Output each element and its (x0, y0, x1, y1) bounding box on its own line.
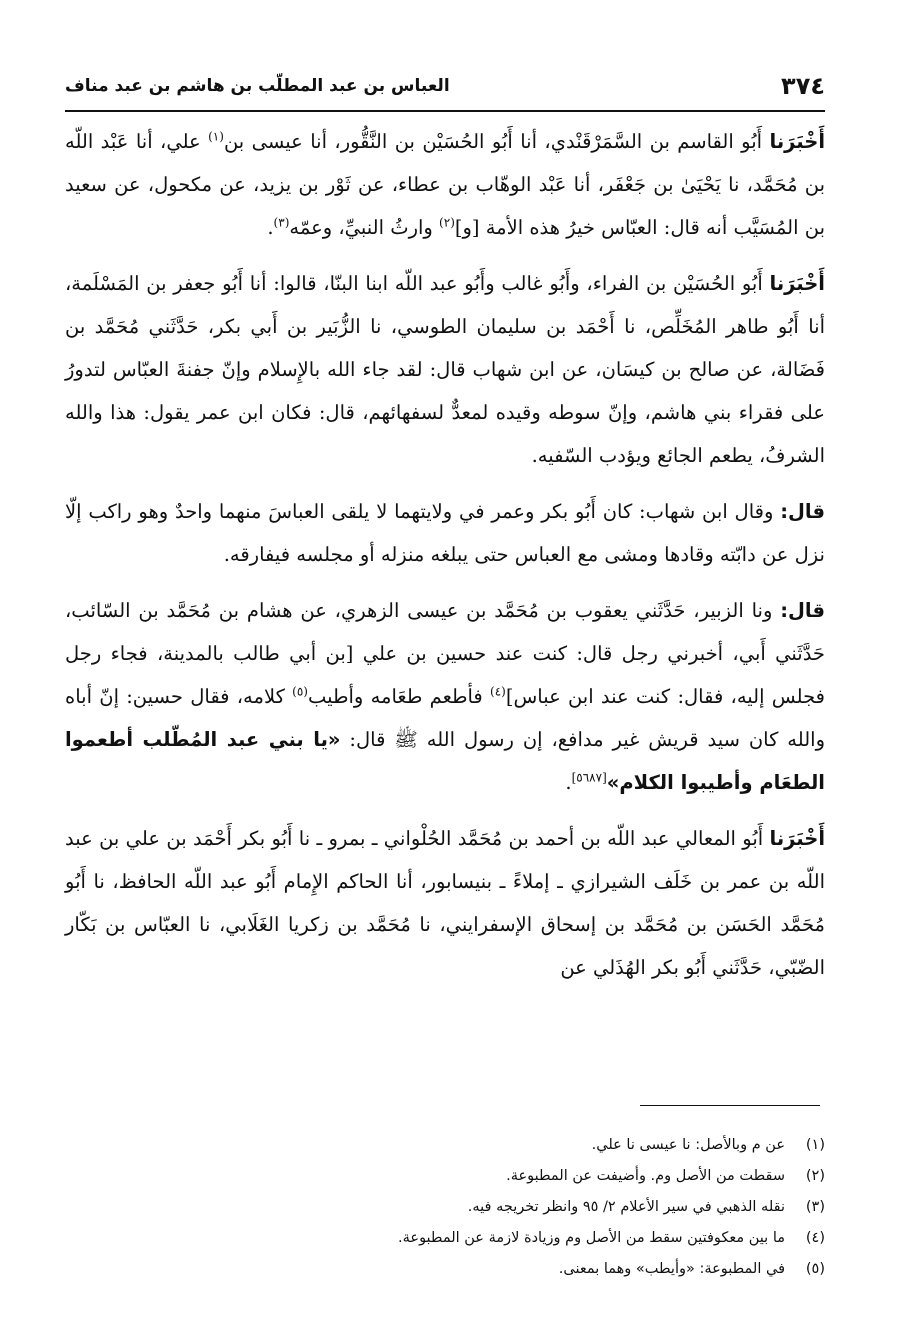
paragraph-5 (65, 817, 825, 989)
paragraph-text: أَبُو الحُسَيْن بن الفراء، وأَبُو غالب وأَبُو عبد اللّه ابنا البنّا، قالوا: أنا أَبُو جعفر بن المَسْلَمة، أنا أَبُو طاهر المُخَلِّص، نا أَحْمَد بن سليمان الطوسي، نا الزُّبَير بن أَبي بكر، حَدَّثَني مُحَمَّد بن فَضَالة، عن صالح بن كيسَان، عن ابن شهاب قال: لقد جاء الله بالإِسلام وإنّ جفنةَ العبّاس لتدورُ على فقراء بني هاشم، وإنّ سوطه وقيده لمعدٌّ لسفهائهم، قال: فكان ابن عمر يقول: هذا والله الشرفُ، يطعم الجائع ويؤدب السّفيه. (65, 272, 825, 467)
paragraph-text: فأطعم طعَامه وأطيب (307, 685, 483, 708)
paragraph-text: وارثُ النبيِّ، وعمّه (289, 216, 433, 239)
footnote-number: (٤) (805, 1230, 825, 1246)
hadith-number: [٥٦٨٧] (571, 770, 607, 785)
header-divider (65, 110, 825, 112)
paragraph-text: أَبُو المعالي عبد اللّه بن أحمد بن مُحَمَّد الحُلْواني ـ بمرو ـ نا أَبُو بكر أَحْمَد بن علي بن عبد اللّه بن عمر بن خَلَف الشيرازي ـ إملاءً ـ بنيسابور، أنا الحاكم الإِمام أَبُو عبد اللّه الحافظ، نا أَبُو مُحَمَّد الحَسَن بن مُحَمَّد بن إسحاق الإسفرايني، نا مُحَمَّد بن زكريا الغَلَابي، نا العبّاس بن بَكّار الضّبّي، حَدَّثَني أَبُو بكر الهُذَلي عن (65, 827, 825, 979)
paragraph-3 (65, 490, 825, 576)
paragraph-text: . (267, 216, 274, 239)
footnote-number: (١) (805, 1137, 825, 1153)
footnote-item (65, 1192, 825, 1223)
footnote-number: (٣) (805, 1199, 825, 1215)
footnote-ref-2: (٢) (439, 215, 455, 230)
footnote-text: عن م وبالأصل: نا عيسى نا علي. (591, 1137, 785, 1153)
paragraph-lead: أَخْبَرَنا (769, 827, 826, 850)
paragraph-text: ونا الزبير، حَدَّثَني يعقوب بن مُحَمَّد بن عيسى الزهري، عن هشام بن مُحَمَّد بن السّائب، حَدَّثَني أَبي، أخبرني رجل قال: كنت عند حسين بن علي [بن أبي طالب بالمدينة، فجاء رجل فجلس إليه، فقال: كنت عند ابن عباس] (65, 599, 826, 708)
paragraph-text: كلامه، فقال حسين: إنّ أباه والله كان سيد قريش غير مدافع، إن رسول الله ﷺ قال: (65, 685, 825, 751)
paragraph-text: أَبُو القاسم بن السَّمَرْقَنْدي، أنا أَبُو الحُسَيْن بن النَّقُّور، أنا عيسى بن (223, 130, 763, 153)
footnote-ref-4: (٤) (490, 684, 506, 699)
paragraph-lead: قال: (780, 500, 826, 523)
footnote-number: (٥) (805, 1261, 825, 1277)
footnote-item (65, 1130, 825, 1161)
footnote-text: في المطبوعة: «وأيطب» وهما بمعنى. (558, 1261, 785, 1277)
hadith-quote: «يا بني عبد المُطّلب أطعموا الطعَام وأطيبوا الكلام» (65, 728, 825, 794)
paragraph-lead: أَخْبَرَنا (769, 272, 825, 295)
footnote-ref-1: (١) (208, 129, 224, 144)
footnotes (65, 1130, 825, 1285)
footnote-item (65, 1161, 825, 1192)
paragraph-text: وقال ابن شهاب: كان أَبُو بكر وعمر في ولايتهما لا يلقى العباسَ منهما واحدٌ وهو راكب إلّا نزل عن دابّته وقادها ومشى مع العباس حتى يبلغه منزله أو مجلسه فيفارقه. (65, 500, 825, 566)
paragraph-2 (65, 262, 825, 477)
footnote-number: (٢) (805, 1168, 825, 1184)
paragraph-text: . (565, 771, 572, 794)
paragraph-1 (65, 120, 825, 249)
paragraph-4 (65, 589, 825, 804)
footnote-text: سقطت من الأصل وم. وأضيفت عن المطبوعة. (506, 1168, 785, 1184)
main-text (65, 120, 825, 989)
footnote-divider (640, 1105, 820, 1106)
footnote-ref-5: (٥) (292, 684, 308, 699)
footnote-item (65, 1223, 825, 1254)
paragraph-lead: أَخْبَرَنا (769, 130, 826, 153)
page-header (65, 70, 825, 106)
footnote-item (65, 1254, 825, 1285)
footnote-ref-3: (٣) (273, 215, 290, 230)
footnote-text: ما بين معكوفتين سقط من الأصل وم وزيادة لازمة عن المطبوعة. (398, 1230, 785, 1246)
footnote-text: نقله الذهبي في سير الأعلام ٢/ ٩٥ وانظر تخريجه فيه. (467, 1199, 785, 1215)
paragraph-text: علي، أنا عَبْد اللّه بن مُحَمَّد، نا يَحْيَىٰ بن جَعْفَر، أنا عَبْد الوهّاب بن عطاء، عن ثَوْر بن يزيد، عن مكحول، عن سعيد بن المُسَيَّب أنه قال: العبّاس خيرُ هذه الأمة [و] (65, 130, 825, 239)
running-title: العباس بن عبد المطلّب بن هاشم بن عبد مناف (65, 76, 450, 96)
paragraph-lead: قال: (780, 599, 825, 622)
page-number: ٣٧٤ (781, 72, 825, 100)
